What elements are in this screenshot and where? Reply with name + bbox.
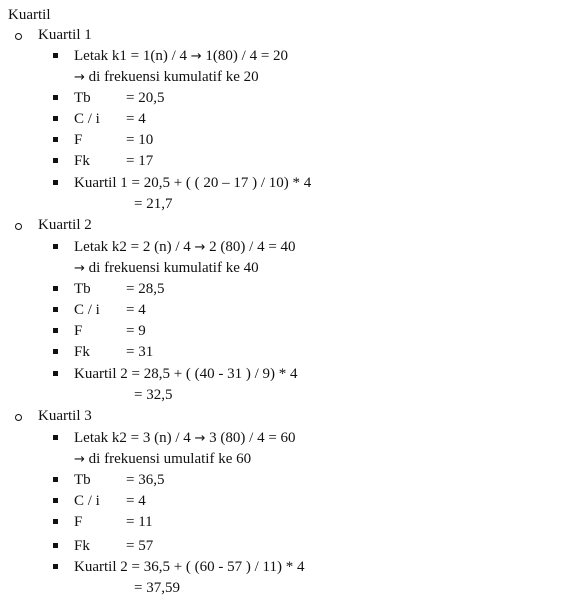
letak-text: Letak k2 = 3 (n) / 4 — [74, 430, 195, 446]
ci-value: = 4 — [126, 302, 146, 318]
square-bullet-icon — [53, 158, 58, 163]
square-bullet-icon — [53, 435, 58, 440]
square-bullet-icon — [53, 244, 58, 249]
square-bullet-icon — [53, 371, 58, 376]
square-bullet-icon — [53, 53, 58, 58]
formula: Kuartil 2 = 36,5 + ( (60 - 57 ) / 11) * 4 — [74, 559, 305, 575]
hollow-bullet-icon — [15, 223, 22, 230]
square-bullet-icon — [53, 519, 58, 524]
ci-label: C / i — [74, 111, 100, 127]
formula-result: = 32,5 — [134, 387, 173, 403]
ci-value: = 4 — [126, 111, 146, 127]
tb-label: Tb — [74, 472, 91, 488]
right-arrow-icon: → — [190, 49, 202, 64]
letak-calc: 3 (80) / 4 = 60 — [205, 430, 296, 446]
square-bullet-icon — [53, 349, 58, 354]
fk-label: Fk — [74, 344, 90, 360]
tb-label: Tb — [74, 281, 91, 297]
tb-value: = 28,5 — [126, 281, 165, 297]
square-bullet-icon — [53, 116, 58, 121]
document-title: Kuartil — [8, 7, 51, 23]
ci-label: C / i — [74, 302, 100, 318]
square-bullet-icon — [53, 95, 58, 100]
square-bullet-icon — [53, 328, 58, 333]
right-arrow-icon: → — [194, 431, 206, 446]
f-value: = 11 — [126, 514, 153, 530]
f-label: F — [74, 323, 83, 339]
right-arrow-icon: → — [74, 452, 85, 467]
square-bullet-icon — [53, 180, 58, 185]
ci-value: = 4 — [126, 493, 146, 509]
right-arrow-icon: → — [74, 70, 85, 85]
letak-continuation — [74, 450, 251, 469]
right-arrow-icon: → — [194, 240, 206, 255]
continuation-text: di frekuensi kumulatif ke 20 — [84, 69, 259, 85]
fk-label: Fk — [74, 153, 90, 169]
hollow-bullet-icon — [15, 414, 22, 421]
square-bullet-icon — [53, 286, 58, 291]
square-bullet-icon — [53, 564, 58, 569]
formula-result: = 37,59 — [134, 580, 180, 596]
square-bullet-icon — [53, 137, 58, 142]
tb-value: = 36,5 — [126, 472, 165, 488]
hollow-bullet-icon — [15, 33, 22, 40]
letak-text: Letak k2 = 2 (n) / 4 — [74, 239, 195, 255]
formula-result: = 21,7 — [134, 196, 173, 212]
continuation-text: di frekuensi umulatif ke 60 — [84, 451, 252, 467]
letak-calc: 2 (80) / 4 = 40 — [205, 239, 296, 255]
letak-line — [74, 429, 296, 448]
continuation-text: di frekuensi kumulatif ke 40 — [84, 260, 259, 276]
section-heading: Kuartil 2 — [38, 217, 92, 233]
square-bullet-icon — [53, 307, 58, 312]
f-label: F — [74, 132, 83, 148]
section-heading: Kuartil 1 — [38, 27, 92, 43]
f-value: = 9 — [126, 323, 146, 339]
tb-value: = 20,5 — [126, 90, 165, 106]
square-bullet-icon — [53, 498, 58, 503]
formula: Kuartil 2 = 28,5 + ( (40 - 31 ) / 9) * 4 — [74, 366, 298, 382]
formula: Kuartil 1 = 20,5 + ( ( 20 – 17 ) / 10) * 4 — [74, 175, 312, 191]
square-bullet-icon — [53, 477, 58, 482]
square-bullet-icon — [53, 543, 58, 548]
letak-continuation — [74, 68, 259, 87]
ci-label: C / i — [74, 493, 100, 509]
fk-value: = 31 — [126, 344, 154, 360]
section-heading: Kuartil 3 — [38, 408, 92, 424]
f-value: = 10 — [126, 132, 154, 148]
fk-value: = 57 — [126, 538, 154, 554]
tb-label: Tb — [74, 90, 91, 106]
fk-label: Fk — [74, 538, 90, 554]
letak-text: Letak k1 = 1(n) / 4 — [74, 48, 191, 64]
right-arrow-icon: → — [74, 261, 85, 276]
f-label: F — [74, 514, 83, 530]
letak-continuation — [74, 259, 259, 278]
fk-value: = 17 — [126, 153, 154, 169]
letak-calc: 1(80) / 4 = 20 — [201, 48, 289, 64]
letak-line — [74, 238, 296, 257]
letak-line — [74, 47, 288, 66]
